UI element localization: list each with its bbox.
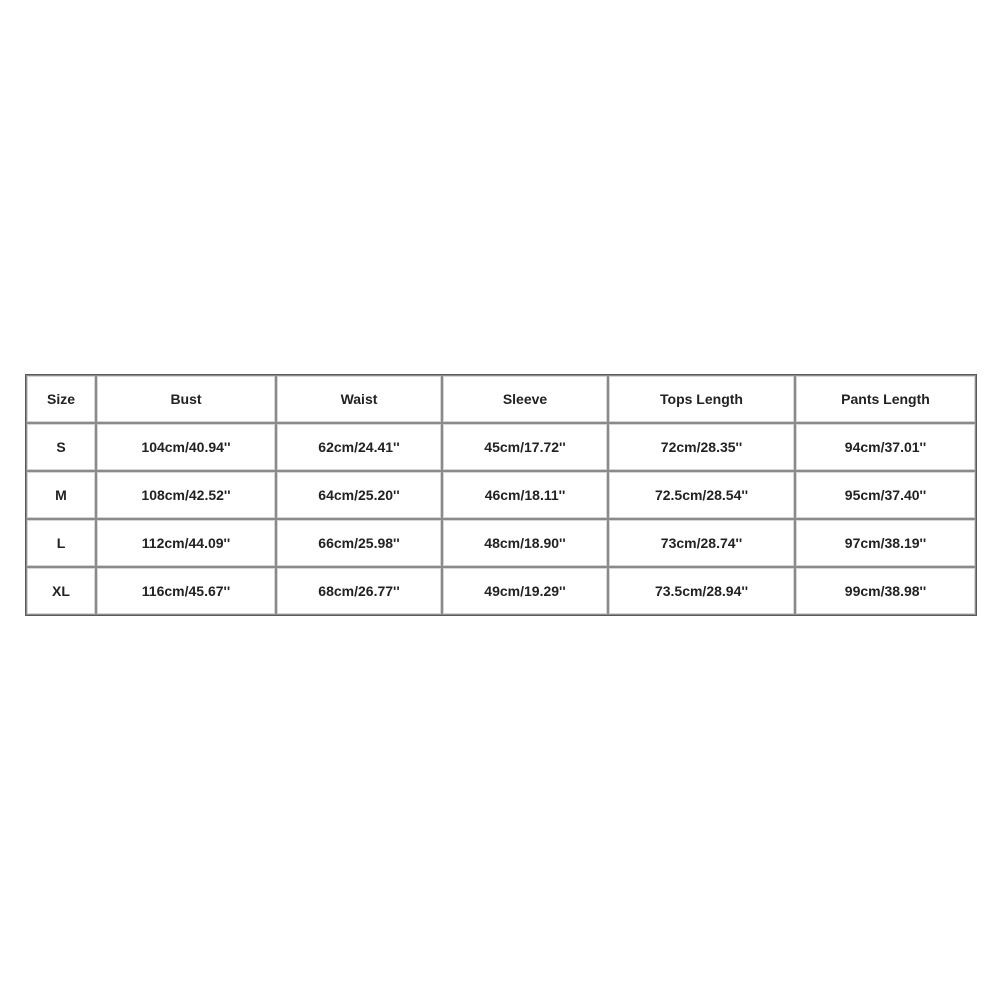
cell-waist: 62cm/24.41'': [276, 423, 442, 471]
cell-waist: 64cm/25.20'': [276, 471, 442, 519]
cell-bust: 104cm/40.94'': [96, 423, 276, 471]
table-row: [26, 567, 976, 615]
cell-waist: 66cm/25.98'': [276, 519, 442, 567]
cell-size: XL: [26, 567, 96, 615]
size-chart-table: [25, 374, 977, 616]
cell-size: S: [26, 423, 96, 471]
table-row: [26, 423, 976, 471]
header-tops-length: Tops Length: [608, 375, 795, 423]
cell-waist: 68cm/26.77'': [276, 567, 442, 615]
cell-tops-length: 72.5cm/28.54'': [608, 471, 795, 519]
cell-sleeve: 49cm/19.29'': [442, 567, 608, 615]
header-pants-length: Pants Length: [795, 375, 976, 423]
cell-bust: 108cm/42.52'': [96, 471, 276, 519]
cell-sleeve: 45cm/17.72'': [442, 423, 608, 471]
cell-sleeve: 48cm/18.90'': [442, 519, 608, 567]
cell-bust: 112cm/44.09'': [96, 519, 276, 567]
cell-size: L: [26, 519, 96, 567]
cell-bust: 116cm/45.67'': [96, 567, 276, 615]
cell-pants-length: 99cm/38.98'': [795, 567, 976, 615]
header-sleeve: Sleeve: [442, 375, 608, 423]
cell-tops-length: 73.5cm/28.94'': [608, 567, 795, 615]
cell-sleeve: 46cm/18.11'': [442, 471, 608, 519]
table-row: [26, 471, 976, 519]
header-size: Size: [26, 375, 96, 423]
header-waist: Waist: [276, 375, 442, 423]
table-row: [26, 519, 976, 567]
cell-pants-length: 94cm/37.01'': [795, 423, 976, 471]
cell-tops-length: 72cm/28.35'': [608, 423, 795, 471]
cell-pants-length: 95cm/37.40'': [795, 471, 976, 519]
header-bust: Bust: [96, 375, 276, 423]
table-header-row: [26, 375, 976, 423]
cell-tops-length: 73cm/28.74'': [608, 519, 795, 567]
cell-size: M: [26, 471, 96, 519]
cell-pants-length: 97cm/38.19'': [795, 519, 976, 567]
